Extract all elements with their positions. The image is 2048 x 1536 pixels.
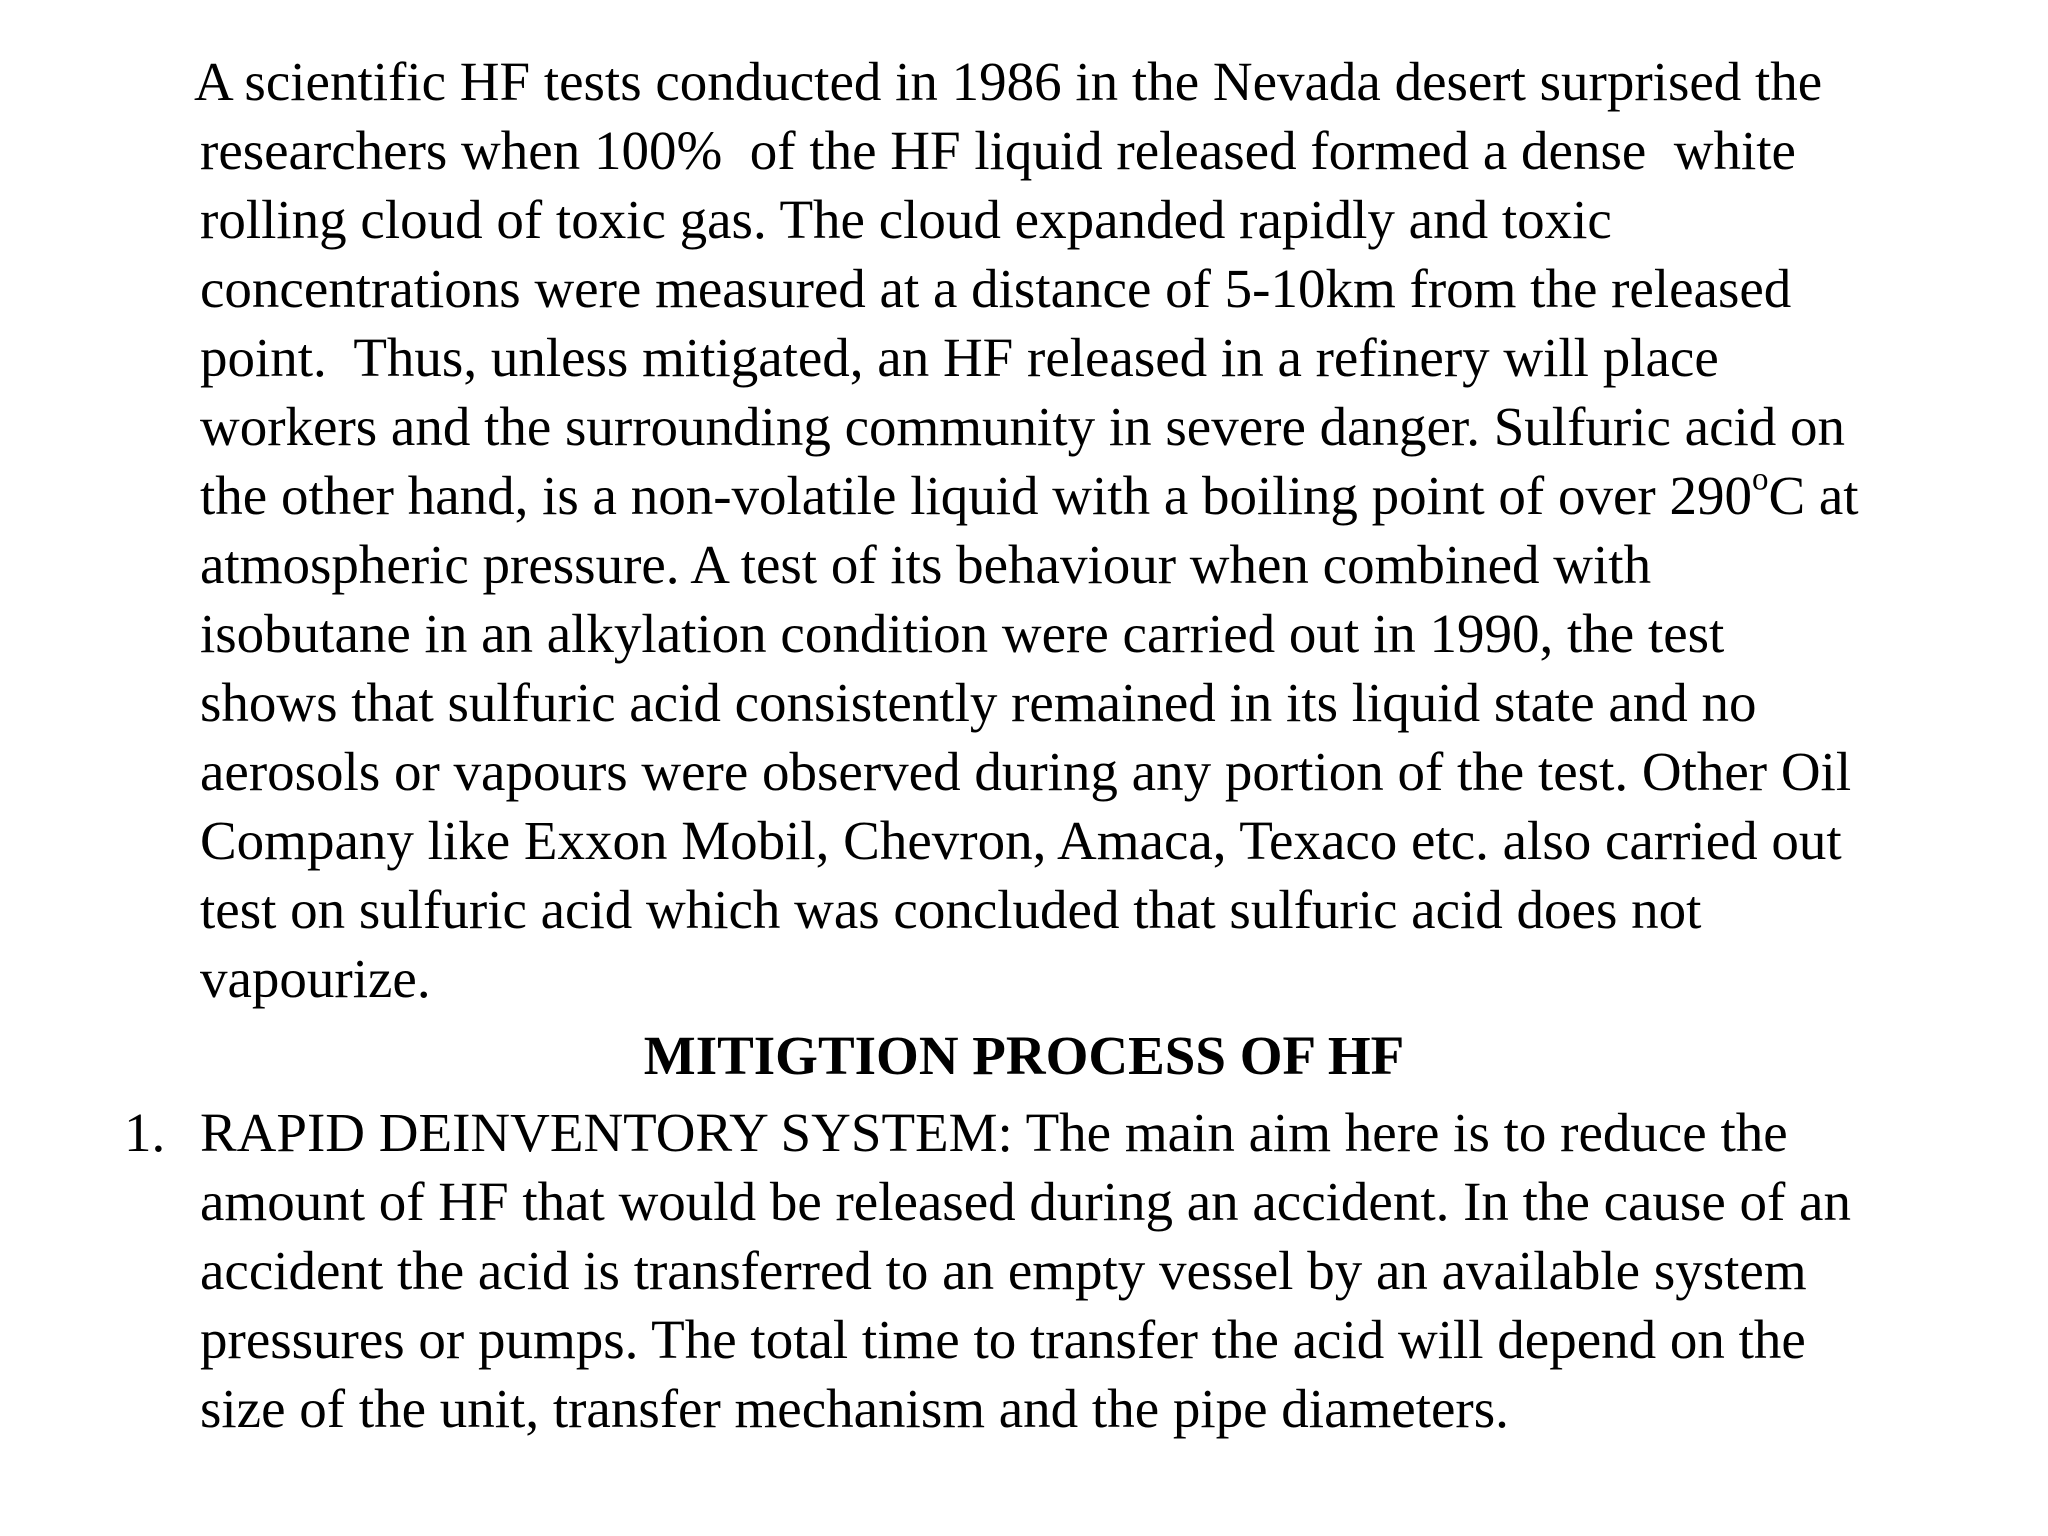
section-heading: MITIGTION PROCESS OF HF: [643, 1025, 1405, 1086]
paragraph-line: A scientific HF tests conducted in 1986 in the Nevada desert surprised the: [194, 51, 1823, 112]
paragraph-line: vapourize.: [200, 948, 431, 1009]
paragraph-line-text: the other hand, is a non-volatile liquid with a boiling point of over 290: [200, 465, 1752, 526]
paragraph-line: workers and the surrounding community in severe danger. Sulfuric acid on: [200, 396, 1846, 457]
list-item-line: accident the acid is transferred to an empty vessel by an available system: [200, 1240, 1807, 1301]
degree-superscript: o: [1751, 461, 1769, 498]
paragraph-line: aerosols or vapours were observed during any portion of the test. Other Oil: [200, 741, 1852, 802]
paragraph-line: rolling cloud of toxic gas. The cloud expanded rapidly and toxic: [200, 189, 1612, 250]
degree-suffix: C at: [1768, 465, 1859, 526]
list-item-number: 1.: [124, 1102, 166, 1163]
list-item-line: size of the unit, transfer mechanism and the pipe diameters.: [200, 1378, 1509, 1439]
paragraph-line: shows that sulfuric acid consistently remained in its liquid state and no: [200, 672, 1757, 733]
paragraph-line: point. Thus, unless mitigated, an HF released in a refinery will place: [200, 327, 1719, 388]
paragraph-line: Company like Exxon Mobil, Chevron, Amaca, Texaco etc. also carried out: [200, 810, 1842, 871]
paragraph-line: isobutane in an alkylation condition were carried out in 1990, the test: [200, 603, 1725, 664]
paragraph-line: atmospheric pressure. A test of its behaviour when combined with: [200, 534, 1652, 595]
list-item-line: RAPID DEINVENTORY SYSTEM: The main aim here is to reduce the: [200, 1102, 1788, 1163]
paragraph-line: researchers when 100% of the HF liquid released formed a dense white: [200, 120, 1796, 181]
list-item-line: pressures or pumps. The total time to transfer the acid will depend on the: [200, 1309, 1806, 1370]
list-item-line: amount of HF that would be released during an accident. In the cause of an: [200, 1171, 1851, 1232]
paragraph-line: test on sulfuric acid which was concluded that sulfuric acid does not: [200, 879, 1702, 940]
paragraph-line-degree: [200, 462, 1859, 530]
paragraph-line: concentrations were measured at a distance of 5-10km from the released: [200, 258, 1792, 319]
